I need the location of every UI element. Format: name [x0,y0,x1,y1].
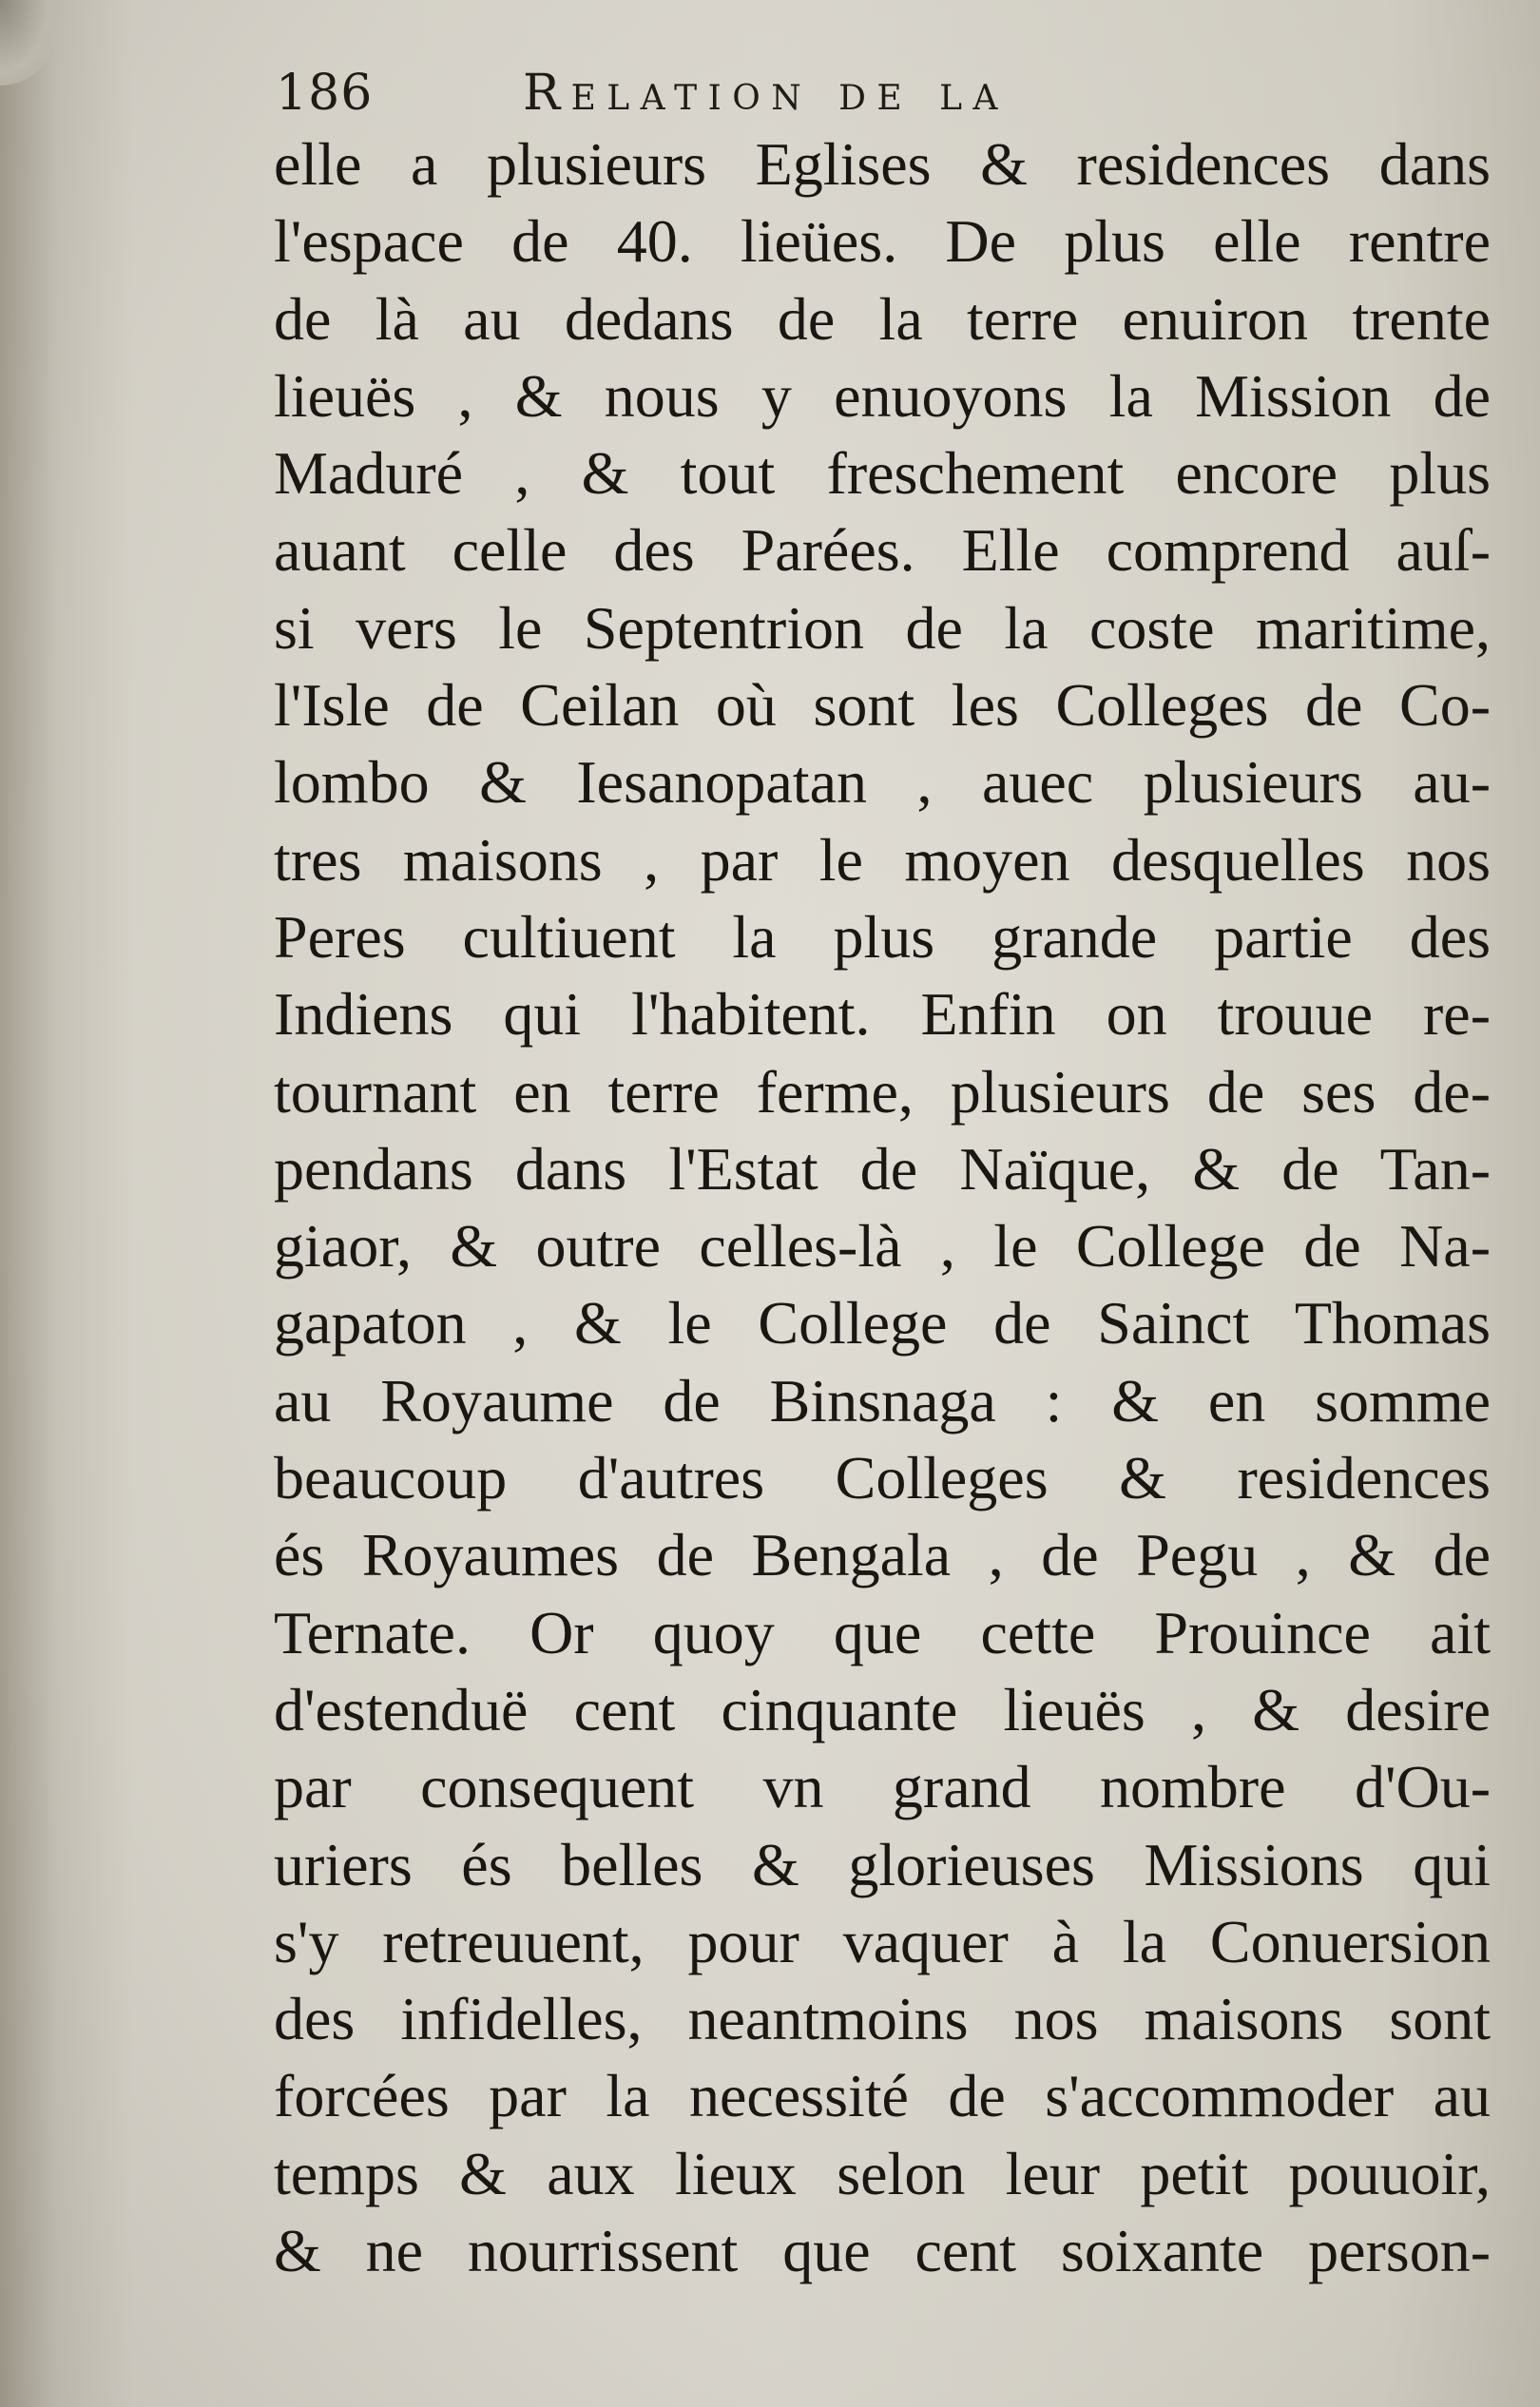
text-line: temps & aux lieux selon leur petit pouuoir, [274,2139,1491,2207]
text-line: és Royaumes de Bengala , de Pegu , & de [274,1521,1491,1589]
text-line: beaucoup d'autres Colleges & residences [274,1444,1491,1512]
text-line: pendans dans l'Estat de Naïque, & de Tan- [274,1134,1491,1203]
page-number: 186 [276,65,374,122]
page-corner-shadow [0,0,57,86]
text-line: Indiens qui l'habitent. Enfin on trouue re- [274,980,1491,1049]
text-line: l'espace de 40. lieües. De plus elle rentre [274,207,1491,276]
text-line: l'Isle de Ceilan où sont les Colleges de Co- [274,671,1491,740]
text-line: tres maisons , par le moyen desquelles nos [274,825,1491,894]
text-line: & ne nourrissent que cent soixante person- [274,2217,1491,2285]
body-text [274,125,1491,2289]
text-line: s'y retreuuent, pour vaquer à la Conuersion [274,1907,1491,1975]
text-line: Maduré , & tout freschement encore plus [274,439,1491,508]
text-line: forcées par la necessité de s'accommoder au [274,2062,1491,2130]
text-line: lieuës , & nous y enuoyons la Mission de [274,361,1491,430]
text-line: de là au dedans de la terre enuiron trente [274,284,1491,353]
running-head [276,65,1255,131]
text-line: auant celle des Parées. Elle comprend auſ- [274,516,1491,585]
text-line: Peres cultiuent la plus grande partie des [274,902,1491,971]
text-line: lombo & Iesanopatan , auec plusieurs au- [274,748,1491,817]
text-line: d'estenduë cent cinquante lieuës , & desire [274,1675,1491,1743]
running-title: Relation de la [523,65,1009,122]
text-line: par consequent vn grand nombre d'Ou- [274,1753,1491,1821]
text-line: elle a plusieurs Eglises & residences dans [274,130,1491,198]
text-line: des infidelles, neantmoins nos maisons sont [274,1985,1491,2053]
text-line: uriers és belles & glorieuses Missions qui [274,1830,1491,1898]
text-line: au Royaume de Binsnaga : & en somme [274,1366,1491,1435]
text-line: Ternate. Or quoy que cette Prouince ait [274,1598,1491,1666]
text-line: giaor, & outre celles-là , le College de Na- [274,1212,1491,1281]
text-line: gapaton , & le College de Sainct Thomas [274,1289,1491,1358]
text-line: tournant en terre ferme, plusieurs de ses de- [274,1057,1491,1126]
text-line: si vers le Septentrion de la coste maritime, [274,593,1491,662]
